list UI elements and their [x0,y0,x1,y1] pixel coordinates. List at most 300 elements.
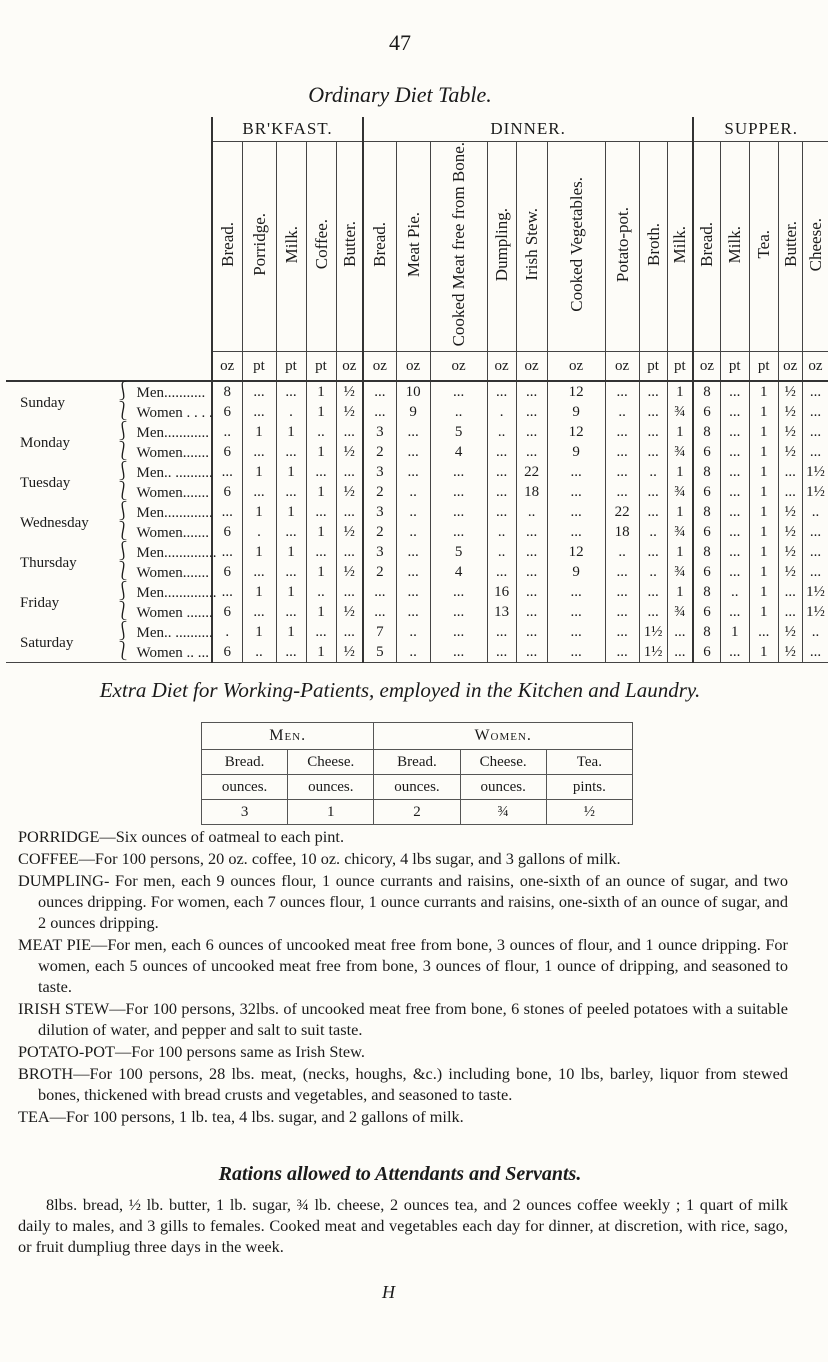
ration-cell: ... [639,442,667,462]
sex-label: Men.............. [136,545,217,562]
ration-cell: .. [396,522,430,542]
ration-cell: 22 [605,502,639,522]
diet-row [6,522,828,542]
column-header-label: Bread. [217,221,237,267]
ration-cell: ½ [778,642,802,663]
day-name [6,582,110,612]
ration-cell: ... [516,622,547,642]
note-text: —For 100 persons same as Irish Stew. [115,1042,365,1061]
ration-cell: 1 [667,422,693,442]
diet-row [6,402,828,422]
ration-cell: .. [212,422,242,442]
ration-cell: ... [430,602,487,622]
ration-cell: 1½ [802,462,828,482]
note-term: MEAT PIE [18,935,92,954]
sex-label: Men.............. [136,585,217,602]
unit-cell: oz [336,352,363,382]
ration-cell: 2 [363,522,396,542]
ration-cell: ... [547,482,605,502]
ration-cell: 16 [487,582,516,602]
ration-cell: 1 [720,622,749,642]
ration-cell: ... [487,482,516,502]
ration-cell: 1 [749,482,778,502]
ration-cell: ½ [778,522,802,542]
ration-cell: 1 [242,622,276,642]
diet-row [6,562,828,582]
ration-cell: 1 [276,582,306,602]
brace-glyph: ⎰ [114,541,137,562]
ration-cell: 6 [693,602,720,622]
ration-cell: ... [639,482,667,502]
ration-cell: .. [487,542,516,562]
extra-value: ½ [546,800,632,825]
column-header-label: Cooked Vegetables. [566,176,586,312]
ration-cell: ... [639,422,667,442]
note-term: PORRIDGE [18,827,100,846]
column-header [547,142,605,352]
ration-cell: 6 [212,442,242,462]
ration-cell: ... [547,602,605,622]
ration-cell: ½ [336,381,363,402]
meal-dinner: DINNER. [363,117,693,142]
brace-glyph: ⎰ [114,461,137,482]
ration-cell: ... [276,522,306,542]
page-title: Ordinary Diet Table. [308,82,492,107]
ration-cell: ... [605,562,639,582]
ration-cell: 1½ [802,482,828,502]
ration-cell: ... [430,642,487,663]
ration-cell: ... [802,381,828,402]
diet-row [6,642,828,663]
ration-cell: ... [396,422,430,442]
ration-cell: 1 [749,642,778,663]
meal-breakfast: BR'KFAST. [212,117,363,142]
ration-cell: ... [242,562,276,582]
diet-row [6,381,828,402]
ration-cell: .. [639,522,667,542]
ration-cell: 1 [749,562,778,582]
ration-cell: ½ [778,381,802,402]
ration-cell: ... [720,522,749,542]
ration-cell: ... [778,602,802,622]
ration-cell: ... [306,622,336,642]
ration-cell: 5 [363,642,396,663]
ration-cell: ... [516,602,547,622]
ration-cell: ... [547,622,605,642]
ration-cell: ... [516,402,547,422]
ration-cell: 13 [487,602,516,622]
ration-cell: 1 [749,582,778,602]
ration-cell: ... [802,442,828,462]
ration-cell: ... [547,462,605,482]
unit-cell: oz [487,352,516,382]
ration-cell: ... [720,542,749,562]
ration-cell: .. [487,422,516,442]
column-header [276,142,306,352]
column-header [516,142,547,352]
meal-supper: SUPPER. [693,117,828,142]
ration-cell: 6 [693,442,720,462]
ration-cell: 6 [212,402,242,422]
column-header-label: Dumpling. [492,207,512,281]
ration-cell: 6 [212,602,242,622]
ration-cell: ... [516,442,547,462]
sex-label: Women . . . . [136,405,213,422]
ration-cell: ... [802,642,828,663]
ration-cell: ... [306,462,336,482]
column-header-label: Broth. [643,222,663,266]
ration-cell: ... [605,422,639,442]
ration-cell: 1 [749,502,778,522]
women-label [110,402,212,422]
ration-cell: 12 [547,381,605,402]
brace-glyph: ⎰ [114,501,137,522]
ration-cell: ... [396,462,430,482]
ration-cell: 12 [547,422,605,442]
ration-cell: 3 [363,502,396,522]
extra-diet-table [201,722,633,825]
sex-label: Women....... [136,565,210,582]
column-header [639,142,667,352]
column-header [720,142,749,352]
column-header [778,142,802,352]
ration-cell: ... [242,442,276,462]
ration-cell: 18 [605,522,639,542]
ration-cell: .. [639,462,667,482]
unit-cell: oz [212,352,242,382]
ration-cell: ... [547,502,605,522]
extra-diet-title: Extra Diet for Working-Patients, employed in the Kitchen and Laundry. [99,678,701,702]
signature-mark: H [382,1282,395,1302]
ration-cell: 2 [363,442,396,462]
column-header [693,142,720,352]
column-header-label: Potato-pot. [612,206,632,282]
ration-cell: ... [720,381,749,402]
ration-cell: ... [605,622,639,642]
sex-label: Women....... [136,485,210,502]
women-label [110,482,212,502]
ration-cell: ¾ [667,482,693,502]
ration-cell: ... [336,422,363,442]
unit-cell: oz [605,352,639,382]
ration-cell: ... [336,502,363,522]
ration-cell: ... [487,562,516,582]
unit-cell: oz [396,352,430,382]
ration-cell: ... [720,402,749,422]
diet-row [6,422,828,442]
ration-cell: ... [276,602,306,622]
ration-cell: ... [516,642,547,663]
extra-unit: ounces. [374,775,460,800]
ration-cell: ... [487,442,516,462]
ration-cell: ... [336,462,363,482]
day-label: Wednesday [20,515,89,532]
ration-cell: ... [547,522,605,542]
ration-cell: ... [363,381,396,402]
ration-cell: .. [487,522,516,542]
ration-cell: .. [430,402,487,422]
ration-cell: 6 [693,522,720,542]
ration-cell: ... [242,482,276,502]
ration-cell: 1 [667,381,693,402]
men-label [110,541,217,562]
ration-cell: ... [778,582,802,602]
ration-cell: . [212,622,242,642]
sex-label: Men.. .......... [136,625,213,642]
ration-cell: ... [242,381,276,402]
ration-cell: 1 [242,542,276,562]
ration-cell: ... [605,642,639,663]
ration-cell: ... [363,602,396,622]
diet-row [6,582,828,602]
ration-cell: 9 [396,402,430,422]
ration-cell: ... [242,602,276,622]
brace-glyph: ⎱ [114,401,137,422]
note-text: —For men, each 6 ounces of uncooked meat free from bone, 3 ounces of flour, and 1 ounce dripping. For women, each 5 ounces of uncooked meat free from bone, 3 ounces of flour, 1 ounce of dripping, and seasoned to taste. [38,935,788,996]
ration-cell: .. [242,642,276,663]
ration-cell: ... [802,562,828,582]
ration-cell: ... [802,542,828,562]
ration-cell: 1 [306,402,336,422]
extra-unit: pints. [546,775,632,800]
women-label [110,562,212,582]
ration-cell: . [276,402,306,422]
brace-glyph: ⎰ [114,581,137,602]
ration-cell: ... [430,582,487,602]
ration-cell: ½ [778,502,802,522]
ration-cell: ... [487,502,516,522]
ration-cell: ½ [778,542,802,562]
column-header-label: Irish Stew. [522,207,542,281]
ration-cell: 1 [306,442,336,462]
ration-cell: ... [802,402,828,422]
ration-cell: ... [516,381,547,402]
brace-glyph: ⎱ [114,441,137,462]
ration-cell: ... [720,602,749,622]
note-text: —For 100 persons, 1 lb. tea, 4 lbs. sugar, and 2 gallons of milk. [49,1107,464,1126]
ration-cell: 1 [276,542,306,562]
extra-value: 1 [288,800,374,825]
ration-cell: .. [396,482,430,502]
ration-cell: ... [487,642,516,663]
column-header [396,142,430,352]
ration-cell: 1 [242,422,276,442]
ration-cell: ... [212,462,242,482]
unit-cell: pt [639,352,667,382]
ration-cell: ... [667,642,693,663]
ration-cell: 3 [363,462,396,482]
ration-cell: ... [212,582,242,602]
column-header-label: Tea. [754,229,774,259]
sex-label: Men.. .......... [136,465,213,482]
ration-cell: ... [276,482,306,502]
note-term: IRISH STEW [18,999,110,1018]
column-header [605,142,639,352]
ration-cell: ... [430,522,487,542]
ration-cell: 6 [212,482,242,502]
brace-glyph: ⎱ [114,641,137,662]
ration-cell: 18 [516,482,547,502]
ration-cell: ... [720,482,749,502]
ration-cell: 8 [693,502,720,522]
extra-header: Cheese. [288,750,374,775]
rations-title: Rations allowed to Attendants and Servants. [218,1163,582,1185]
ration-cell: 9 [547,562,605,582]
ration-cell: ¾ [667,602,693,622]
men-label [110,462,212,482]
women-label [110,602,212,622]
note-term: TEA [18,1107,50,1126]
ration-cell: .. [802,622,828,642]
column-header [212,142,242,352]
men-label [110,622,212,642]
ration-cell: 3 [363,422,396,442]
ration-cell: 5 [430,422,487,442]
ration-cell: 1 [749,402,778,422]
column-header-label: Bread. [370,221,390,267]
extra-header: Bread. [374,750,460,775]
ration-cell: 1 [306,522,336,542]
diet-row [6,502,828,522]
sex-label: Women .. ... [136,645,210,662]
ration-cell: 1 [667,582,693,602]
ration-cell: 8 [693,422,720,442]
ration-cell: ... [749,622,778,642]
sex-label: Men........... [136,385,206,402]
men-label [110,422,212,442]
ration-cell: . [487,402,516,422]
ration-cell: ½ [336,602,363,622]
brace-glyph: ⎱ [114,521,137,542]
extra-unit: ounces. [202,775,288,800]
ration-cell: ... [306,502,336,522]
ration-cell: ... [778,482,802,502]
ration-cell: ... [276,562,306,582]
ration-cell: ¾ [667,442,693,462]
day-name [6,462,110,492]
day-name [6,381,110,412]
ration-cell: ... [306,542,336,562]
ration-cell: ... [639,502,667,522]
ration-cell: 1 [749,462,778,482]
women-label [110,442,212,462]
ration-cell: .. [396,622,430,642]
ration-cell: ... [778,462,802,482]
ration-cell: 1 [276,462,306,482]
ration-cell: ... [516,422,547,442]
brace-glyph: ⎰ [114,421,137,442]
unit-cell: oz [693,352,720,382]
note-text: - For men, each 9 ounces flour, 1 ounce currants and raisins, one-sixth of an ounce of sugar, and two ounces dripping. For women, each 7 ounces flour, 1 ounce currants and raisins, one-sixth of an ounce of sugar, and 2 ounces dripping. [38,871,788,932]
ration-cell: ... [430,482,487,502]
column-header-label: Milk. [725,225,745,263]
note-broth [18,1063,788,1105]
ration-cell: ½ [336,442,363,462]
ration-cell: 22 [516,462,547,482]
ration-cell: ... [516,582,547,602]
ration-cell: ... [430,622,487,642]
ration-cell: 1 [276,622,306,642]
ration-cell: 1 [667,542,693,562]
ration-cell: ... [487,622,516,642]
ration-cell: ... [396,562,430,582]
ration-cell: 1 [667,502,693,522]
ration-cell: ... [605,442,639,462]
day-name [6,542,110,572]
column-header-label: Butter. [780,221,800,268]
ration-cell: 1 [749,381,778,402]
brace-glyph: ⎱ [114,601,137,622]
ration-cell: ... [605,582,639,602]
ration-cell: 1 [306,642,336,663]
ration-cell: ½ [778,622,802,642]
ration-cell: ... [720,502,749,522]
ration-cell: ... [639,381,667,402]
ration-cell: 9 [547,442,605,462]
ration-cell: ... [276,442,306,462]
ration-cell: ½ [778,562,802,582]
ration-cell: 2 [363,482,396,502]
ration-cell: ... [639,542,667,562]
column-header [749,142,778,352]
diet-row [6,602,828,622]
ration-cell: ... [720,462,749,482]
unit-cell: pt [276,352,306,382]
ration-cell: ... [396,602,430,622]
ration-cell: ... [547,642,605,663]
column-header [802,142,828,352]
ration-cell: ... [336,582,363,602]
ration-cell: 1½ [639,642,667,663]
unit-cell: pt [306,352,336,382]
extra-header: Bread. [202,750,288,775]
ration-cell: ½ [778,422,802,442]
men-label [110,502,212,522]
ration-cell: 1 [749,422,778,442]
note-text: —For 100 persons, 20 oz. coffee, 10 oz. chicory, 4 lbs sugar, and 3 gallons of milk. [78,849,621,868]
ration-cell: ... [720,562,749,582]
ration-cell: ... [396,442,430,462]
unit-cell: pt [242,352,276,382]
ration-cell: ... [396,582,430,602]
column-header [667,142,693,352]
ration-cell: 1 [242,502,276,522]
extra-value: ¾ [460,800,546,825]
column-header-label: Cooked Meat free from Bone. [449,142,469,347]
column-header-label: Cheese. [805,217,825,271]
ration-cell: ... [639,602,667,622]
ration-cell: ... [605,462,639,482]
sex-label: Women ....... [136,605,213,622]
men-label [110,381,212,402]
sex-label: Men............. [136,505,213,522]
unit-cell: pt [720,352,749,382]
ration-cell: 1½ [802,582,828,602]
ration-cell: .. [802,502,828,522]
ration-cell: 1 [749,602,778,622]
group-women: Women. [374,723,633,750]
column-header [430,142,487,352]
ration-cell: 1 [749,442,778,462]
note-porridge [18,826,788,847]
ration-cell: .. [639,562,667,582]
column-header-label: Butter. [339,221,359,268]
unit-cell: oz [363,352,396,382]
note-dumpling [18,870,788,933]
ration-cell: ... [336,622,363,642]
ration-cell: ... [516,542,547,562]
diet-row [6,482,828,502]
